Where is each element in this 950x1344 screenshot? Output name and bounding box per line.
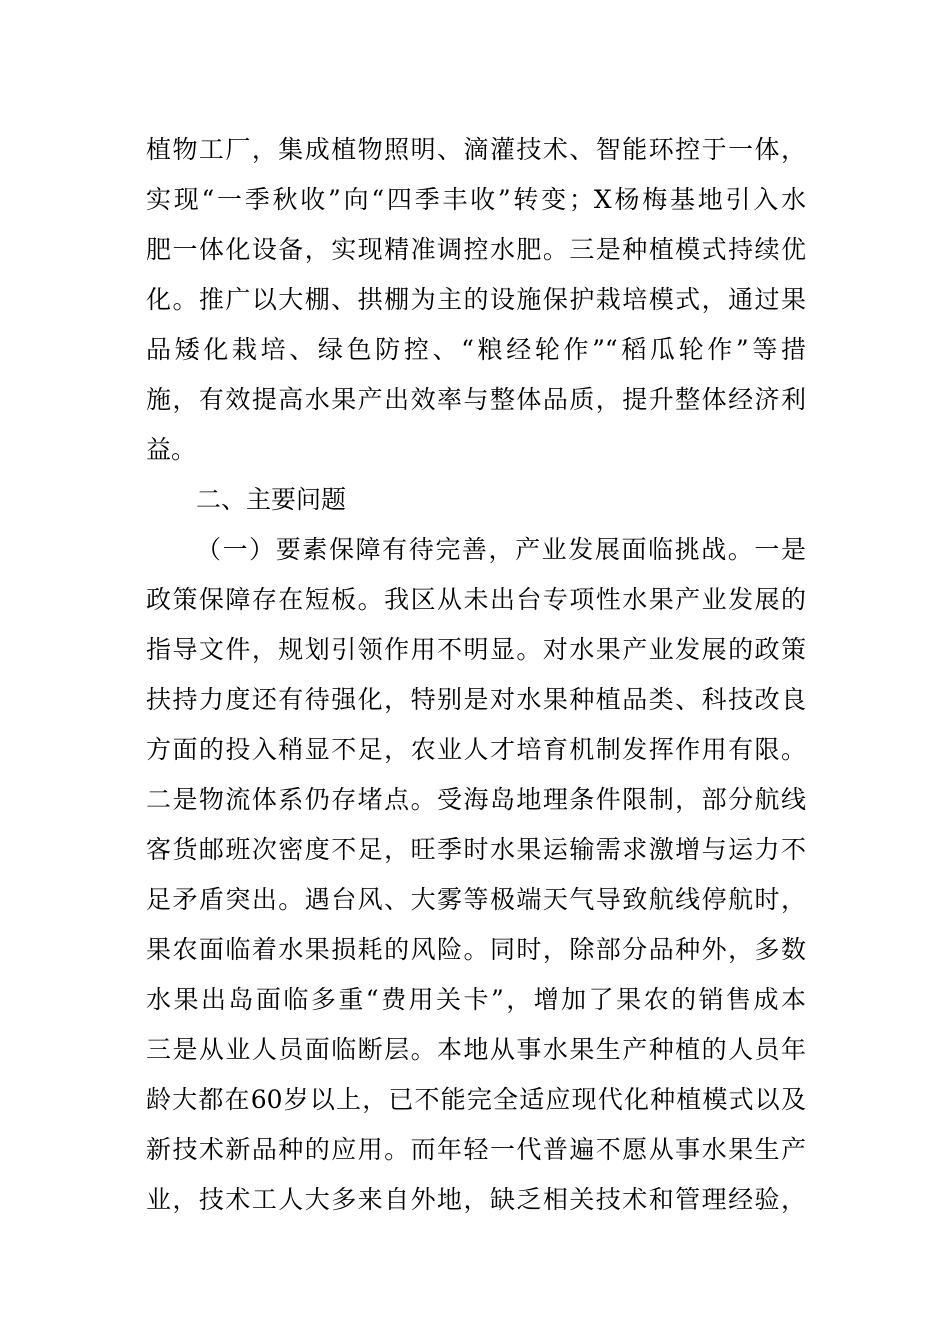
- paragraph-line: 客货邮班次密度不足，旺季时水果运输需求激增与运力不: [146, 835, 806, 864]
- paragraph-line: 品矮化栽培、绿色防控、“粮经轮作”“稻瓜轮作”等措: [146, 335, 806, 364]
- paragraph-line: 指导文件，规划引领作用不明显。对水果产业发展的政策: [146, 635, 806, 664]
- paragraph-line: 果农面临着水果损耗的风险。同时，除部分品种外，多数: [146, 935, 806, 964]
- paragraph-line: 方面的投入稍显不足，农业人才培育机制发挥作用有限。: [146, 735, 806, 764]
- paragraph-line: 龄大都在60岁以上，已不能完全适应现代化种植模式以及: [146, 1085, 806, 1114]
- paragraph-line: 足矛盾突出。遇台风、大雾等极端天气导致航线停航时，: [146, 885, 806, 914]
- paragraph-line: 业，技术工人大多来自外地，缺乏相关技术和管理经验，: [146, 1185, 806, 1214]
- paragraph-line: 政策保障存在短板。我区从未出台专项性水果产业发展的: [146, 585, 806, 614]
- paragraph-line: 施，有效提高水果产出效率与整体品质，提升整体经济利: [146, 385, 806, 414]
- paragraph-line: 扶持力度还有待强化，特别是对水果种植品类、科技改良: [146, 685, 806, 714]
- paragraph-line: 三是从业人员面临断层。本地从事水果生产种植的人员年: [146, 1035, 806, 1064]
- paragraph-line: 新技术新品种的应用。而年轻一代普遍不愿从事水果生产: [146, 1135, 806, 1164]
- paragraph-line: 实现“一季秋收”向“四季丰收”转变；X杨梅基地引入水: [146, 185, 806, 214]
- section-heading: 二、主要问题: [196, 485, 347, 514]
- paragraph-line: 植物工厂，集成植物照明、滴灌技术、智能环控于一体，: [146, 135, 806, 164]
- paragraph-line: 益。: [146, 435, 197, 464]
- paragraph-line: 化。推广以大棚、拱棚为主的设施保护栽培模式，通过果: [146, 285, 806, 314]
- paragraph-line: 二是物流体系仍存堵点。受海岛地理条件限制，部分航线: [146, 785, 806, 814]
- subsection-heading-line: （一）要素保障有待完善，产业发展面临挑战。一是: [196, 535, 806, 564]
- paragraph-line: 肥一体化设备，实现精准调控水肥。三是种植模式持续优: [146, 235, 806, 264]
- paragraph-line: 水果出岛面临多重“费用关卡”，增加了果农的销售成本: [146, 985, 806, 1014]
